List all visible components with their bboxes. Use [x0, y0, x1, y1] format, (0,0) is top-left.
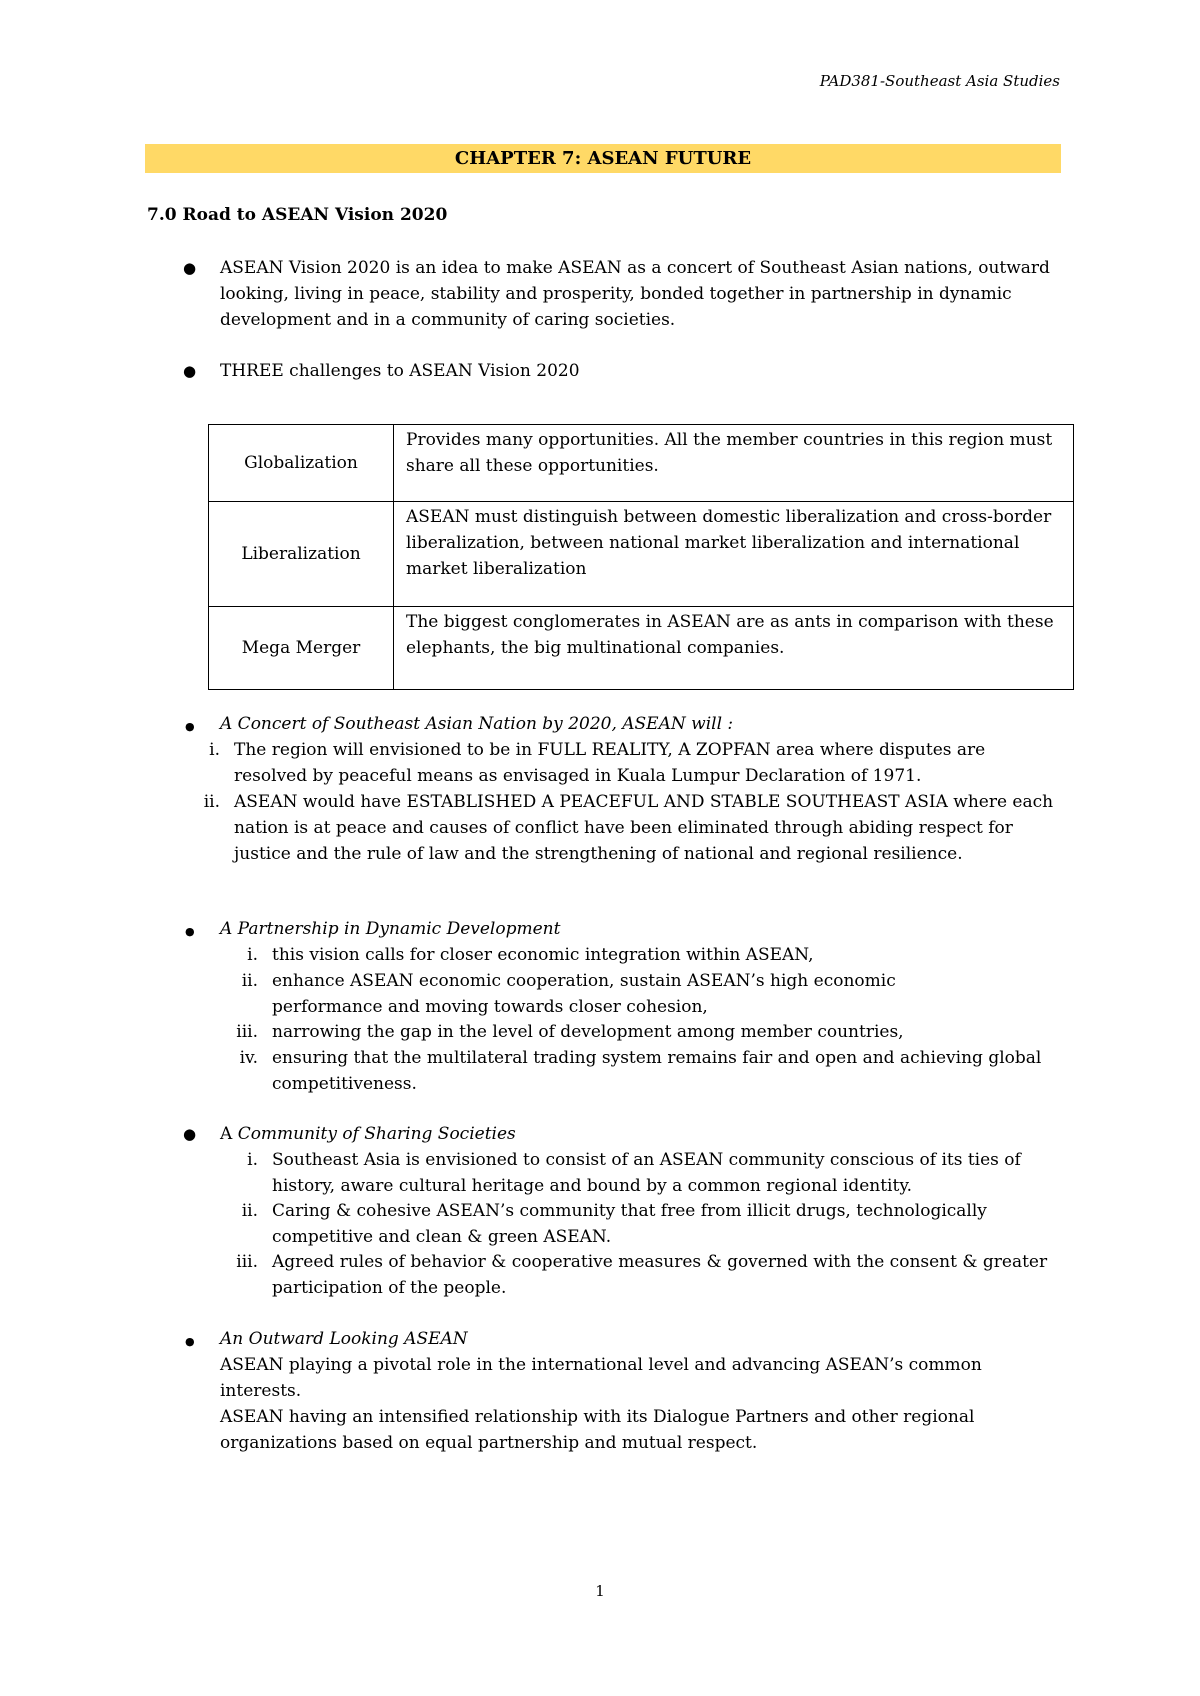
challenges-table — [208, 424, 1074, 690]
roman-numeral: i. — [247, 1150, 258, 1170]
intro-bullet-2: THREE challenges to ASEAN Vision 2020 — [220, 361, 580, 381]
roman-numeral: i. — [247, 945, 258, 965]
chapter-title: CHAPTER 7: ASEAN FUTURE — [454, 148, 752, 169]
running-header: PAD381-Southeast Asia Studies — [819, 72, 1060, 90]
table-cell-description: The biggest conglomerates in ASEAN are as ants in comparison with these elephants, the big multinational companies. — [394, 607, 1074, 690]
bullet-icon: ● — [183, 1125, 197, 1143]
section-title: 7.0 Road to ASEAN Vision 2020 — [147, 205, 448, 225]
list-item-text: Agreed rules of behavior & cooperative measures & governed with the consent & greater participation of the people. — [272, 1252, 1048, 1298]
roman-numeral: iii. — [236, 1252, 258, 1272]
list-item-text: enhance ASEAN economic cooperation, sustain ASEAN’s high economic performance and moving towards closer cohesion, — [272, 971, 896, 1017]
roman-numeral: iii. — [236, 1022, 258, 1042]
bullet-icon: ● — [185, 1335, 195, 1348]
community-heading — [220, 1121, 1060, 1147]
list-item-text: Caring & cohesive ASEAN’s community that free from illicit drugs, technologically competitive and clean & green ASEAN. — [272, 1201, 987, 1247]
list-item — [218, 1045, 1060, 1097]
list-item — [218, 942, 1060, 968]
list-item-text: ensuring that the multilateral trading system remains fair and open and achieving global competitiveness. — [272, 1048, 1042, 1094]
table-cell-description: ASEAN must distinguish between domestic liberalization and cross-border liberalization, between national market liberalization and international market liberalization — [394, 502, 1074, 607]
list-item-text: Southeast Asia is envisioned to consist of an ASEAN community conscious of its ties of history, aware cultural heritage and bound by a common regional identity. — [272, 1150, 1021, 1196]
intro-bullet-1: ASEAN Vision 2020 is an idea to make ASEAN as a concert of Southeast Asian nations, outward looking, living in peace, stability and prosperity, bonded together in partnership in dynamic development and in a community of caring societies. — [220, 258, 1050, 330]
table-cell-description: Provides many opportunities. All the member countries in this region must share all these opportunities. — [394, 425, 1074, 502]
bullet-icon: ● — [183, 259, 197, 277]
bullet-icon: ● — [185, 720, 195, 733]
table-row — [209, 607, 1074, 690]
table-cell-term: Mega Merger — [209, 607, 394, 690]
concert-heading: A Concert of Southeast Asian Nation by 2020, ASEAN will : — [220, 714, 734, 734]
list-item — [218, 1147, 1060, 1199]
list-item — [180, 737, 1060, 789]
list-item — [180, 789, 1060, 867]
community-heading-title: Community of Sharing Societies — [237, 1124, 516, 1144]
table-row — [209, 502, 1074, 607]
chapter-title-banner — [145, 144, 1061, 173]
outward-heading: An Outward Looking ASEAN — [220, 1329, 468, 1349]
roman-numeral: ii. — [241, 1201, 258, 1221]
outward-line-1: ASEAN playing a pivotal role in the international level and advancing ASEAN’s common interests. — [220, 1355, 982, 1401]
outward-line-2: ASEAN having an intensified relationship with its Dialogue Partners and other regional organizations based on equal partnership and mutual respect. — [220, 1407, 975, 1453]
bullet-icon: ● — [185, 925, 195, 938]
roman-numeral: ii. — [241, 971, 258, 991]
table-cell-term: Globalization — [209, 425, 394, 502]
list-item — [218, 1019, 1060, 1045]
list-item-text: The region will envisioned to be in FULL REALITY, A ZOPFAN area where disputes are resolved by peaceful means as envisaged in Kuala Lumpur Declaration of 1971. — [234, 740, 986, 786]
roman-numeral: i. — [209, 740, 220, 760]
community-heading-prefix: A — [220, 1124, 233, 1144]
list-item — [218, 968, 998, 1020]
list-item — [218, 1249, 1060, 1301]
list-item — [218, 1198, 1060, 1250]
list-item-text: narrowing the gap in the level of development among member countries, — [272, 1022, 904, 1042]
table-cell-term: Liberalization — [209, 502, 394, 607]
list-item-text: this vision calls for closer economic integration within ASEAN, — [272, 945, 814, 965]
list-item-text: ASEAN would have ESTABLISHED A PEACEFUL AND STABLE SOUTHEAST ASIA where each nation is at peace and causes of conflict have been eliminated through abiding respect for justice and the rule of law and the strengthening of national and regional resilience. — [234, 792, 1054, 864]
partnership-heading: A Partnership in Dynamic Development — [220, 919, 561, 939]
roman-numeral: ii. — [203, 792, 220, 812]
page-number: 1 — [595, 1582, 605, 1600]
roman-numeral: iv. — [239, 1048, 258, 1068]
table-row — [209, 425, 1074, 502]
bullet-icon: ● — [183, 362, 197, 380]
